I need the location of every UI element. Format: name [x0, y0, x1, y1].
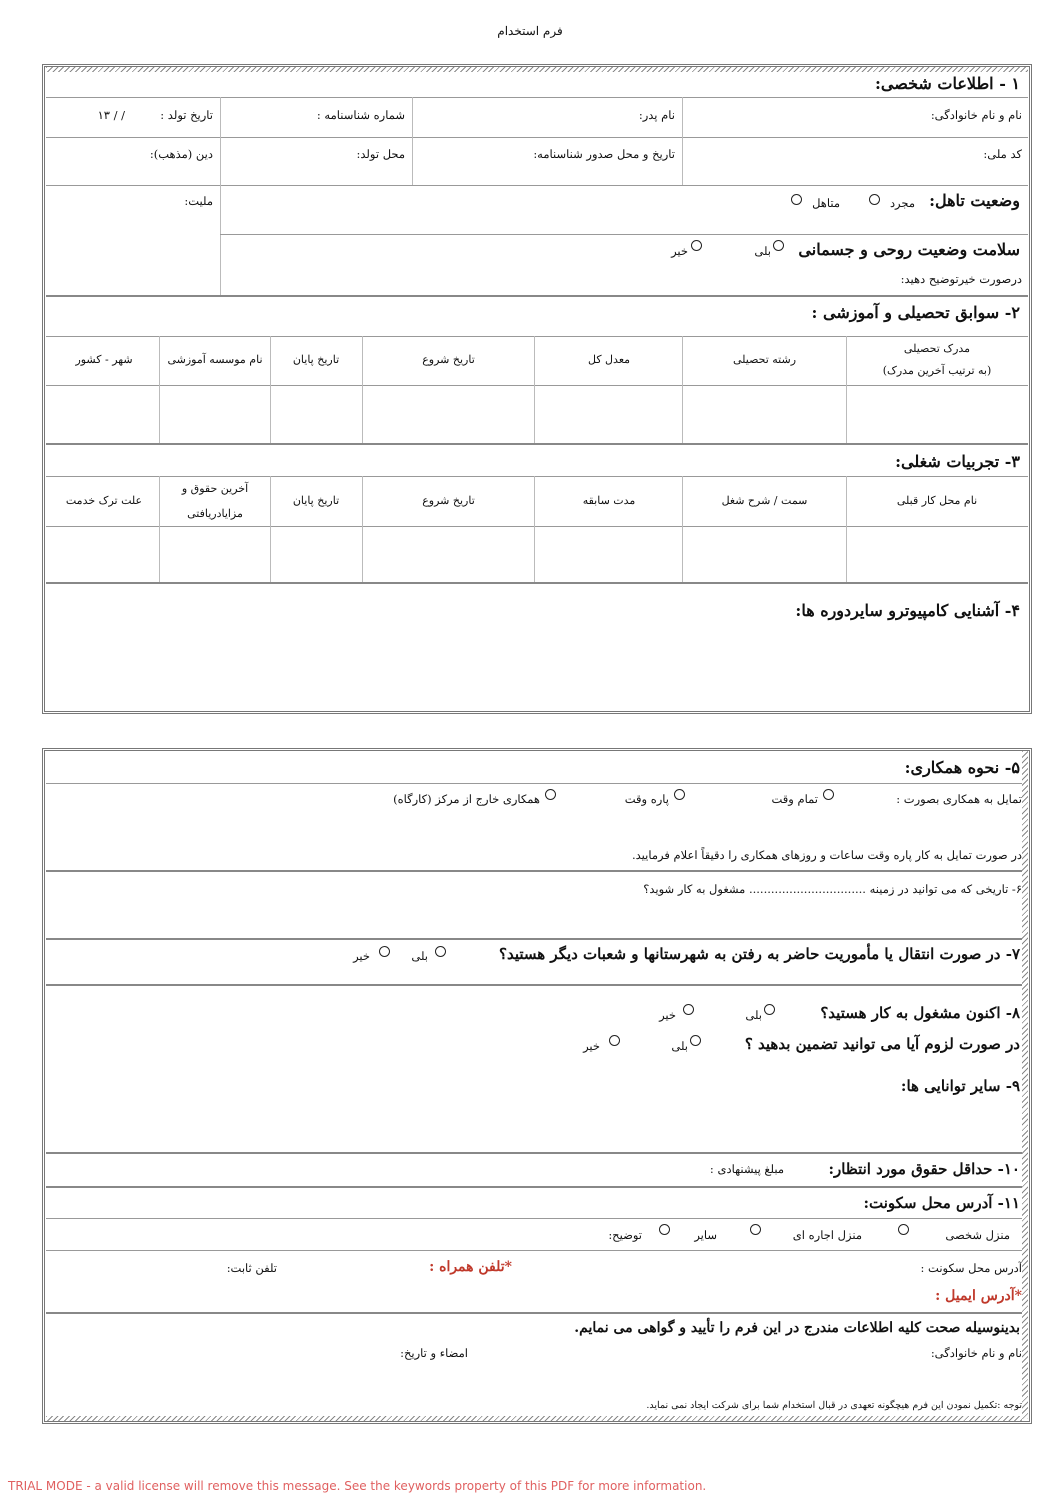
national-code-label: کد ملی: [983, 147, 1022, 161]
guarantee-no-label: خیر [583, 1039, 600, 1053]
father-name-label: نام پدر: [638, 108, 675, 122]
section5-heading: ۵- نحوه همکاری: [904, 758, 1020, 777]
job-col-duration: مدت سابقه [582, 494, 636, 507]
edu-col-field: رشته تحصیلی [732, 353, 797, 366]
single-option-label: مجرد [889, 196, 915, 210]
job-col-salary: آخرین حقوق و [181, 482, 249, 495]
section6-question: ۶- تاریخی که می توانید در زمینه ................................ مشغول به کار شوید؟ [643, 882, 1022, 896]
full-name-label: نام و نام خانوادگی: [930, 108, 1022, 122]
rented-home-label: منزل اجاره ای [792, 1228, 862, 1242]
outside-center-radio[interactable] [545, 789, 556, 800]
single-radio[interactable] [869, 194, 880, 205]
guarantee-no-radio[interactable] [609, 1035, 620, 1046]
owned-home-radio[interactable] [898, 1224, 909, 1235]
page-title: فرم استخدام [497, 24, 563, 38]
edu-col-institute: نام موسسه آموزشی [167, 353, 263, 366]
section4-heading: ۴- آشنایی کامپیوترو سایردوره ها: [795, 601, 1020, 620]
job-col-salary-sub: مزایادریافتی [187, 507, 243, 520]
owned-home-label: منزل شخصی [945, 1228, 1010, 1242]
section11-heading: ۱۱- آدرس محل سکونت: [863, 1194, 1020, 1212]
job-col-leave-reason: علت ترک خدمت [65, 494, 143, 507]
email-label: *آدرس ایمیل : [935, 1288, 1022, 1304]
guarantee-yes-label: بلی [671, 1039, 688, 1053]
edu-col-city: شهر - کشور [75, 353, 133, 366]
signature-date-label: امضاء و تاریخ: [400, 1346, 468, 1360]
transfer-yes-label: بلی [411, 949, 428, 963]
transfer-yes-radio[interactable] [435, 946, 446, 957]
outside-center-label: همکاری خارج از مرکز (کارگاه) [393, 792, 540, 806]
section9-heading: ۹- سایر توانایی ها: [900, 1077, 1020, 1095]
home-address-label: آدرس محل سکونت : [920, 1261, 1022, 1275]
married-radio[interactable] [791, 194, 802, 205]
lower-frame-hatch-bottom [46, 1416, 1022, 1421]
section3-heading: ۳- تجربیات شغلی: [895, 452, 1020, 471]
rented-home-radio[interactable] [750, 1224, 761, 1235]
employed-no-radio[interactable] [683, 1004, 694, 1015]
birth-place-label: محل تولد: [356, 147, 405, 161]
guarantee-question: در صورت لزوم آیا می توانید تضمین بدهید ؟ [744, 1035, 1020, 1053]
section8-question: ۸- اکنون مشغول به کار هستید؟ [820, 1004, 1020, 1022]
confirm-full-name-label: نام و نام خانوادگی: [930, 1346, 1022, 1360]
section1-heading: ۱ - اطلاعات شخصی: [874, 74, 1020, 93]
birth-date-label: تاریخ تولد : [160, 108, 213, 122]
edu-col-degree-sub: (به ترتیب آخرین مدرک) [882, 364, 992, 377]
part-time-note: در صورت تمایل به کار پاره وقت ساعات و روزهای همکاری را دقیقاً اعلام فرمایید. [631, 848, 1022, 862]
edu-col-degree: مدرک تحصیلی [903, 342, 971, 355]
edu-col-end: تاریخ پایان [292, 353, 340, 366]
transfer-no-radio[interactable] [379, 946, 390, 957]
health-explain-label: درصورت خیرتوضیح دهید: [900, 272, 1022, 286]
section10-heading: ۱۰- حداقل حقوق مورد انتظار: [828, 1160, 1020, 1178]
employed-yes-radio[interactable] [764, 1004, 775, 1015]
marital-status-label: وضعیت تاهل: [929, 191, 1020, 210]
job-col-end: تاریخ پایان [292, 494, 340, 507]
other-housing-label: سایر [694, 1228, 717, 1242]
birth-date-value: / / ۱۳ [97, 108, 125, 122]
married-option-label: متاهل [812, 196, 840, 210]
guarantee-yes-radio[interactable] [690, 1035, 701, 1046]
health-status-label: سلامت وضعیت روحی و جسمانی [798, 240, 1020, 259]
disclaimer-notice: توجه :تکمیل نمودن این فرم هیچگونه تعهدی در قبال استخدام شما برای شرکت ایجاد نمی نماید. [646, 1400, 1022, 1411]
full-time-radio[interactable] [823, 789, 834, 800]
other-housing-radio[interactable] [659, 1224, 670, 1235]
section2-heading: ۲- سوابق تحصیلی و آموزشی : [811, 303, 1020, 322]
part-time-label: پاره وقت [624, 792, 669, 806]
job-col-start: تاریخ شروع [422, 494, 475, 507]
nationality-label: ملیت: [184, 194, 213, 208]
trial-watermark: TRIAL MODE - a valid license will remove this message. See the keywords property of this PDF for more information. [8, 1479, 707, 1493]
transfer-no-label: خیر [353, 949, 370, 963]
employed-no-label: خیر [659, 1008, 676, 1022]
edu-col-gpa: معدل کل [587, 353, 631, 366]
edu-col-start: تاریخ شروع [422, 353, 475, 366]
section7-question: ۷- در صورت انتقال یا مأموریت حاضر به رفتن به شهرستانها و شعبات دیگر هستید؟ [499, 945, 1020, 963]
employed-yes-label: بلی [745, 1008, 762, 1022]
landline-phone-label: تلفن ثابت: [226, 1261, 277, 1275]
part-time-radio[interactable] [674, 789, 685, 800]
confirmation-statement: بدینوسیله صحت کلیه اطلاعات مندرج در این فرم را تأیید و گواهی می نمایم. [574, 1320, 1020, 1336]
job-col-position: سمت / شرح شغل [721, 494, 808, 507]
suggested-salary-label: مبلغ پیشنهادی : [709, 1162, 784, 1176]
id-number-label: شماره شناسنامه : [316, 108, 405, 122]
id-issue-label: تاریخ و محل صدور شناسنامه: [533, 147, 675, 161]
job-col-employer: نام محل کار قبلی [896, 494, 978, 507]
health-no-radio[interactable] [691, 240, 702, 251]
full-time-label: تمام وقت [771, 792, 818, 806]
housing-explain-label: توضیح: [608, 1228, 642, 1242]
upper-frame-hatch [46, 67, 1028, 72]
mobile-phone-label: *تلفن همراه : [429, 1259, 512, 1275]
health-no-label: خیر [671, 244, 688, 258]
lower-frame-hatch-right [1022, 751, 1028, 1419]
health-yes-label: بلی [754, 244, 771, 258]
religion-label: دین (مذهب): [149, 147, 213, 161]
cooperation-prompt: تمایل به همکاری بصورت : [896, 792, 1022, 806]
health-yes-radio[interactable] [773, 240, 784, 251]
